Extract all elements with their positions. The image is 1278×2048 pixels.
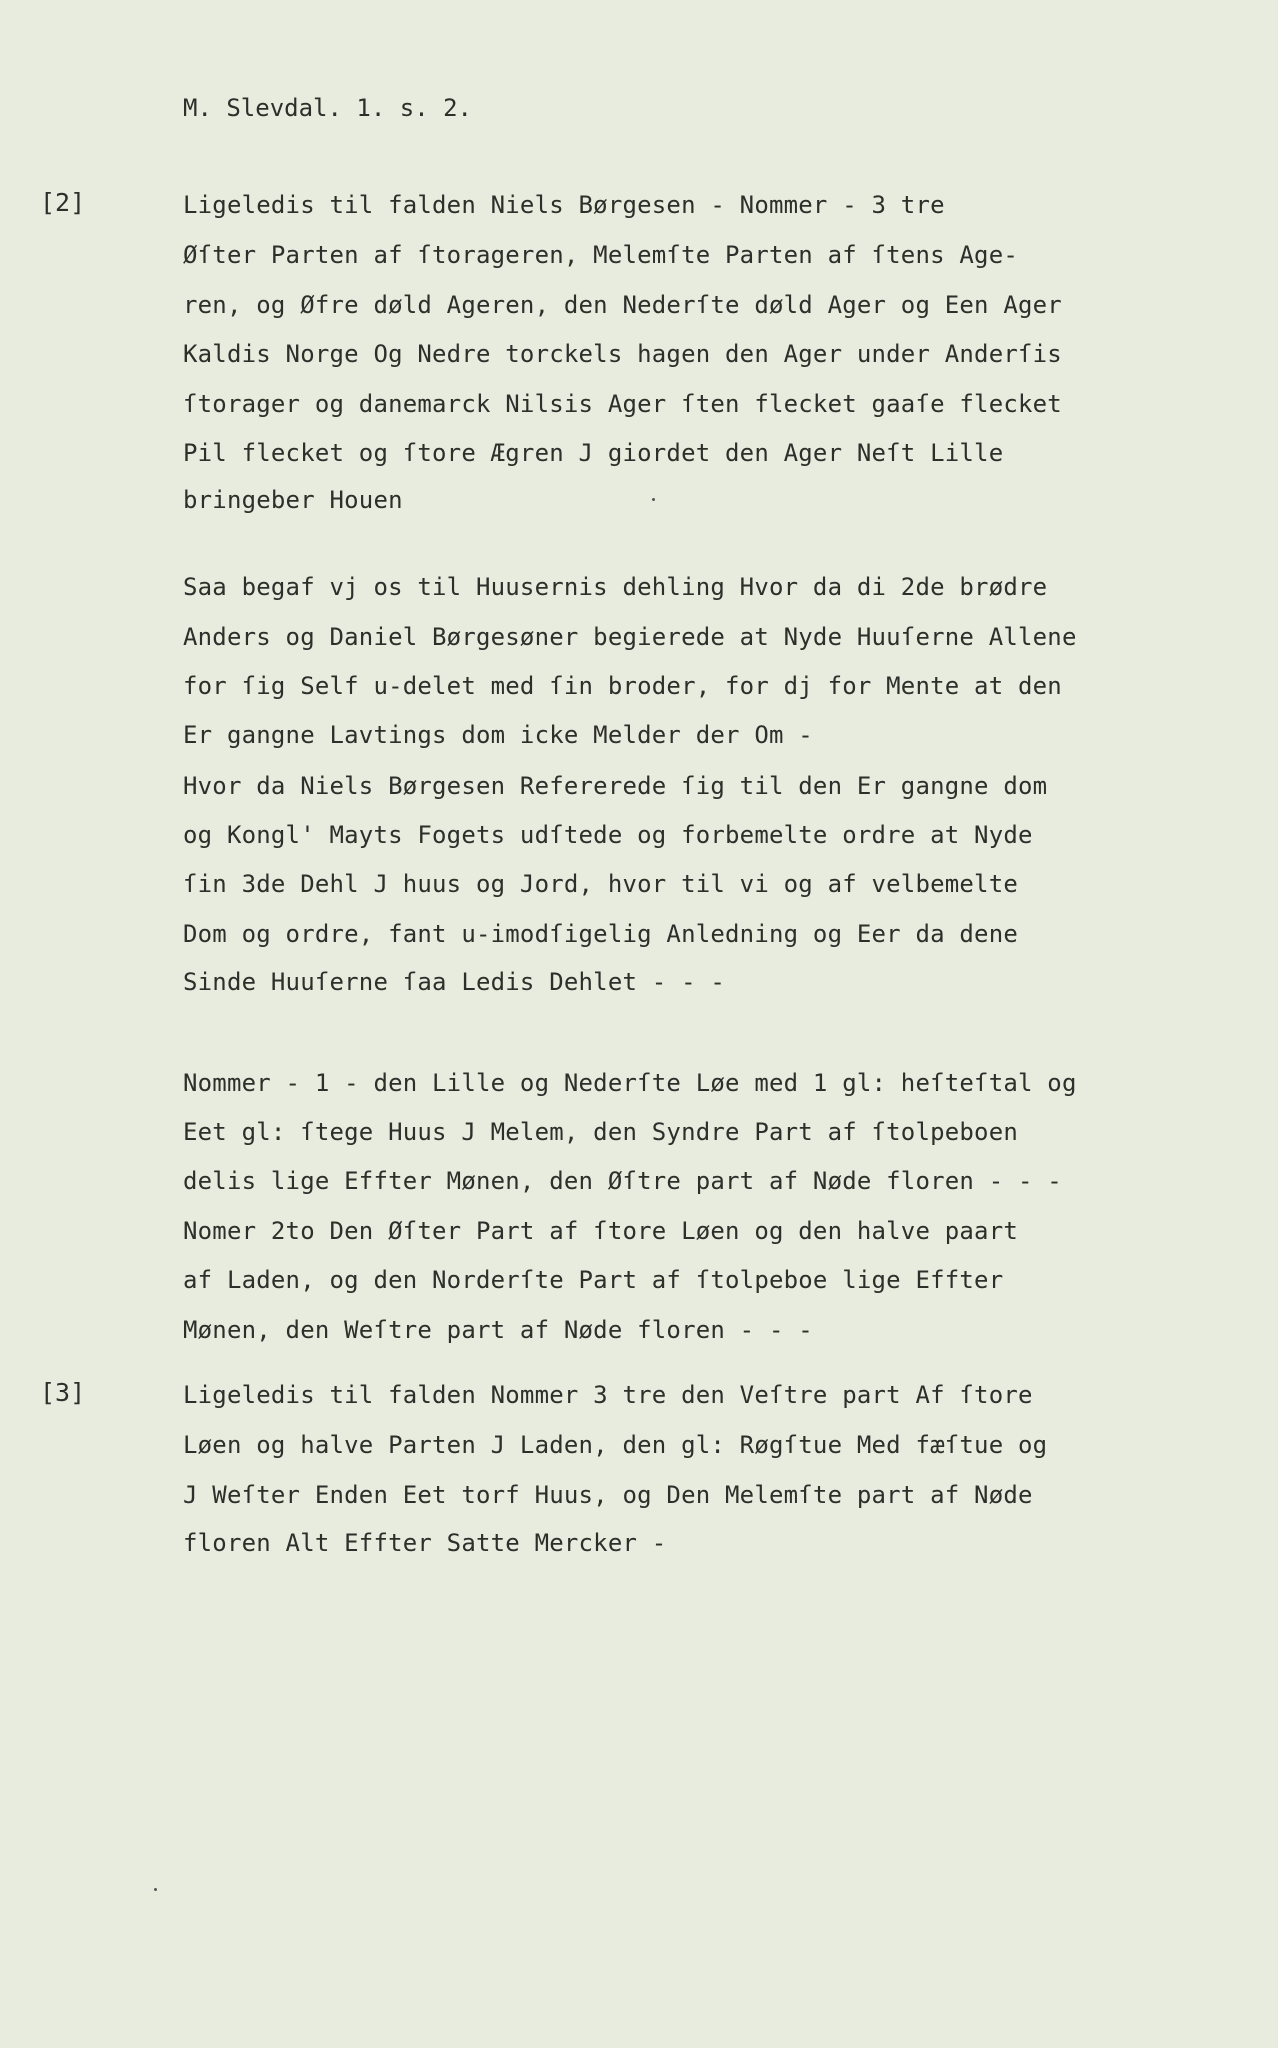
text-line: og Kongl' Mayts Fogets udſtede og forbemelte ordre at Nyde — [183, 821, 1033, 849]
text-line: floren Alt Effter Satte Mercker - — [183, 1529, 667, 1557]
text-line: Mønen, den Weſtre part af Nøde floren - - - — [183, 1316, 813, 1344]
text-line: Er gangne Lavtings dom icke Melder der Om - — [183, 721, 813, 749]
text-line: ren, og Øfre døld Ageren, den Nederſte døld Ager og Een Ager — [183, 291, 1062, 319]
text-line: delis lige Effter Mønen, den Øſtre part af Nøde floren - - - — [183, 1167, 1062, 1195]
text-line: ſtorager og danemarck Nilsis Ager ſten flecket gaaſe flecket — [183, 390, 1062, 418]
text-line: Hvor da Niels Børgesen Refererede ſig til den Er gangne dom — [183, 772, 1048, 800]
text-line: Anders og Daniel Børgesøner begierede at Nyde Huuſerne Allene — [183, 623, 1077, 651]
text-line: Løen og halve Parten J Laden, den gl: Røgſtue Med fæſtue og — [183, 1431, 1048, 1459]
text-line: ſin 3de Dehl J huus og Jord, hvor til vi og af velbemelte — [183, 870, 1019, 898]
text-line: for ſig Self u-delet med ſin broder, for dj for Mente at den — [183, 672, 1062, 700]
section-marker-3: [3] — [40, 1378, 86, 1407]
text-line: Saa begaf vj os til Huusernis dehling Hvor da di 2de brødre — [183, 573, 1048, 601]
text-line: Ligeledis til falden Nommer 3 tre den Veſtre part Af ſtore — [183, 1381, 1033, 1409]
text-line: Ligeledis til falden Niels Børgesen - Nommer - 3 tre — [183, 191, 945, 219]
section-marker-2: [2] — [40, 188, 86, 217]
text-line: J Weſter Enden Eet torf Huus, og Den Melemſte part af Nøde — [183, 1481, 1033, 1509]
text-line: Sinde Huuſerne ſaa Ledis Dehlet - - - — [183, 968, 726, 996]
text-line: af Laden, og den Norderſte Part af ſtolpeboe lige Effter — [183, 1266, 1004, 1294]
dust-speck — [652, 498, 655, 501]
text-line: Nomer 2to Den Øſter Part af ſtore Løen og den halve paart — [183, 1217, 1019, 1245]
text-line: Dom og ordre, fant u-imodſigelig Anledning og Eer da dene — [183, 920, 1019, 948]
dust-speck — [154, 1888, 157, 1891]
page-header: M. Slevdal. 1. s. 2. — [183, 94, 472, 122]
text-line: Kaldis Norge Og Nedre torckels hagen den Ager under Anderſis — [183, 340, 1062, 368]
text-line: Nommer - 1 - den Lille og Nederſte Løe med 1 gl: heſteſtal og — [183, 1069, 1077, 1097]
text-line: bringeber Houen — [183, 486, 403, 514]
text-line: Pil flecket og ſtore Ægren J giordet den Ager Neſt Lille — [183, 439, 1004, 467]
text-line: Eet gl: ſtege Huus J Melem, den Syndre Part af ſtolpeboen — [183, 1118, 1019, 1146]
text-line: Øſter Parten af ſtorageren, Melemſte Parten af ſtens Age- — [183, 241, 1019, 269]
